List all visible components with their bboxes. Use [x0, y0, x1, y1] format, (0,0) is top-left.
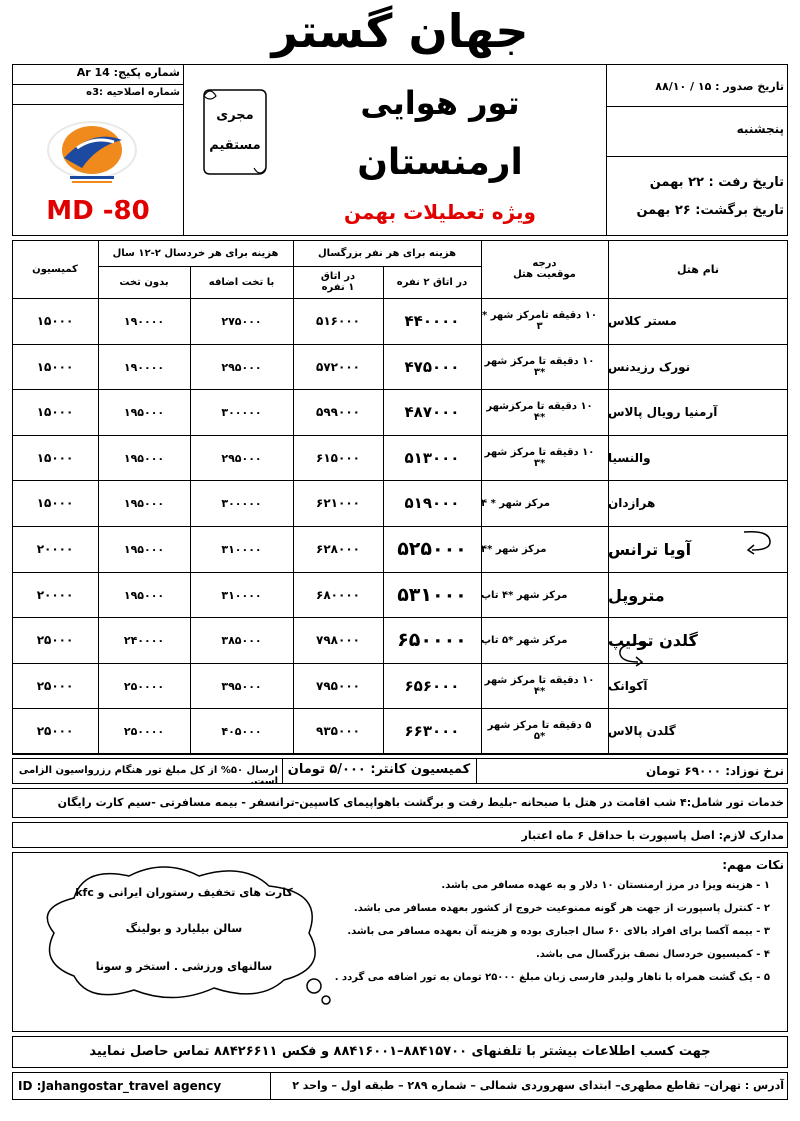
- cell-comm: ۱۵۰۰۰: [36, 451, 74, 465]
- cell-nobed: ۱۹۵۰۰۰: [123, 588, 165, 602]
- cloud-line2: سالن بیلیارد و بولینگ: [125, 922, 243, 935]
- col-double-room: در اتاق ۲ نفره: [396, 276, 468, 288]
- cell-nobed: ۱۹۵۰۰۰: [123, 405, 165, 419]
- cell-hotel: نورک رزیدنس: [608, 360, 691, 374]
- cell-extra: ۳۰۰۰۰۰: [221, 496, 262, 510]
- note-item: ۵ - یک گشت همراه با ناهار ولیدر فارسی زبان مبلغ ۲۵۰۰۰ تومان به تور اضافه می گردد .: [334, 972, 770, 983]
- cell-comm: ۱۵۰۰۰: [36, 360, 74, 374]
- cell-grade: مرکز شهر *۴: [481, 543, 547, 555]
- cell-hotel: گلدن تولیپ: [608, 630, 698, 650]
- cell-grade: مرکز شهر *۴ تاپ: [481, 589, 568, 601]
- cell-nobed: ۱۹۵۰۰۰: [123, 542, 165, 556]
- cell-double: ۴۷۵۰۰۰: [404, 358, 460, 376]
- cell-nobed: ۱۹۵۰۰۰: [123, 496, 165, 510]
- note-item: ۳ - بیمه آکسا برای افراد بالای ۶۰ سال اجباری بوده و هزینه آن بعهده مسافر می باشد.: [347, 926, 770, 937]
- cell-nobed: ۱۹۵۰۰۰: [123, 451, 165, 465]
- cell-grade: ۱۰ دقیقه تا مرکز شهر *۴: [484, 675, 595, 697]
- col-hotel-name: نام هتل: [676, 262, 720, 276]
- cell-extra: ۳۹۵۰۰۰: [221, 679, 262, 693]
- cell-hotel: گلدن پالاس: [608, 724, 676, 738]
- tour-services: خدمات تور شامل:۴ شب اقامت در هتل با صبحانه -بلیط رفت و برگشت باهواپیمای کاسپین-ترانسفر - بیمه مسافرتی -سیم کارت رایگان: [57, 796, 784, 809]
- cell-double: ۶۵۰۰۰۰: [397, 629, 467, 651]
- cell-single: ۶۸۰۰۰۰: [316, 588, 360, 602]
- cell-extra: ۳۱۰۰۰۰: [221, 588, 262, 602]
- cell-double: ۴۴۰۰۰۰: [404, 312, 460, 330]
- cell-double: ۶۶۳۰۰۰: [404, 722, 460, 740]
- col-single-room: در اتاق ۱ نفره: [320, 271, 356, 293]
- cell-single: ۶۲۸۰۰۰: [316, 542, 360, 556]
- note-item: ۱ - هزینه ویزا در مرز ارمنستان ۱۰ دلار و به عهده مسافر می باشد.: [441, 880, 770, 891]
- cell-single: ۹۳۵۰۰۰: [316, 724, 360, 738]
- cell-hotel: متروپل: [608, 585, 665, 605]
- address: آدرس : تهران– تقاطع مطهری– ابتدای سهروردی شمالی – شماره ۲۸۹ – طبقه اول – واحد ۲: [292, 1079, 784, 1092]
- special-title: ویژه تعطیلات بهمن: [344, 200, 536, 224]
- cell-extra: ۲۹۵۰۰۰: [221, 451, 262, 465]
- cell-grade: ۵ دقیقه تا مرکز شهر *۵: [487, 720, 592, 742]
- cloud-line3: سالنهای ورزشی . استخر و سونا: [95, 960, 273, 973]
- notes-title: نکات مهم:: [722, 858, 784, 872]
- col-grade: درجه موقعیت هتل: [513, 258, 576, 280]
- caspian-logo: [42, 118, 142, 188]
- return-date: تاریخ برگشت: ۲۶ بهمن: [636, 203, 784, 218]
- tour-title: تور هوایی: [360, 84, 520, 122]
- package-number: شماره پکیج: Ar 14: [76, 66, 180, 79]
- col-extra-bed: با تخت اضافه: [208, 276, 275, 288]
- infant-price: نرخ نوزاد: ۶۹۰۰۰ تومان: [646, 764, 784, 778]
- cell-single: ۶۱۵۰۰۰: [316, 451, 360, 465]
- cell-hotel: آویا ترانس: [608, 539, 692, 559]
- cell-single: ۷۹۸۰۰۰: [316, 633, 360, 647]
- deposit-note: ارسال ۵۰% از کل مبلغ تور هنگام رزرواسیون الزامی است.: [18, 765, 278, 787]
- cell-grade: ۱۰ دقیقه تا مرکز شهر *۳: [484, 356, 595, 378]
- cell-extra: ۲۷۵۰۰۰: [221, 314, 262, 328]
- cell-hotel: مستر کلاس: [608, 314, 677, 328]
- cell-comm: ۲۰۰۰۰: [36, 542, 74, 556]
- cell-nobed: ۲۴۰۰۰۰: [123, 633, 165, 647]
- cell-extra: ۳۱۰۰۰۰: [221, 542, 262, 556]
- destination-title: ارمنستان: [357, 142, 523, 183]
- cell-single: ۶۲۱۰۰۰: [316, 496, 360, 510]
- cell-extra: ۳۰۰۰۰۰: [221, 405, 262, 419]
- scroll-graphic: [200, 84, 270, 180]
- cell-hotel: آرمنیا رویال پالاس: [608, 405, 718, 419]
- cell-nobed: ۲۵۰۰۰۰: [123, 679, 165, 693]
- cell-comm: ۲۵۰۰۰: [36, 679, 74, 693]
- md-code: MD -80: [46, 196, 150, 226]
- cell-grade: ۱۰ دقیقه تا مرکزشهر *۴: [486, 401, 593, 423]
- contact-info: جهت کسب اطلاعات بیشتر با تلفنهای ۸۸۴۱۵۷۰۰–۸۸۴۱۶۰۰۱ و فکس ۸۸۴۲۶۶۱۱ تماس حاصل نمایید: [89, 1044, 711, 1059]
- curved-arrow-icon: [612, 640, 652, 668]
- agency-id: ID :Jahangostar_travel agency: [18, 1079, 222, 1093]
- cell-double: ۵۳۱۰۰۰: [397, 584, 467, 606]
- cell-comm: ۱۵۰۰۰: [36, 314, 74, 328]
- cell-double: ۴۸۷۰۰۰: [404, 403, 460, 421]
- curved-arrow-icon: [740, 528, 780, 556]
- cell-double: ۵۱۹۰۰۰: [404, 494, 460, 512]
- cell-grade: ۱۰ دقیقه تا مرکز شهر *۳: [484, 447, 595, 469]
- cell-nobed: ۱۹۰۰۰۰: [123, 314, 165, 328]
- cell-comm: ۲۵۰۰۰: [36, 724, 74, 738]
- cell-extra: ۳۸۵۰۰۰: [221, 633, 262, 647]
- weekday: پنجشنبه: [736, 122, 784, 136]
- brand-title: جهان گستر: [271, 4, 529, 58]
- cell-grade: مرکز شهر * ۴: [481, 497, 550, 509]
- scroll-icon: [200, 84, 270, 180]
- cell-double: ۵۲۵۰۰۰: [397, 538, 467, 560]
- cell-double: ۵۱۳۰۰۰: [404, 449, 460, 467]
- cell-single: ۵۷۲۰۰۰: [316, 360, 360, 374]
- col-no-bed: بدون تخت: [119, 276, 169, 288]
- depart-date: تاریخ رفت : ۲۲ بهمن: [649, 175, 784, 190]
- cell-nobed: ۲۵۰۰۰۰: [123, 724, 165, 738]
- col-child-cost: هزینه برای هر خردسال ۲-۱۲ سال: [112, 247, 279, 259]
- issue-date: تاریخ صدور : ۱۵ / ۸۸/۱۰: [655, 80, 784, 93]
- col-commission: کمیسیون: [32, 263, 78, 275]
- col-adult-cost: هزینه برای هر نفر بزرگسال: [317, 247, 457, 259]
- counter-commission: کمیسیون کانتر: ۵/۰۰۰ تومان: [287, 762, 471, 777]
- scroll-line1: مجری: [216, 108, 254, 123]
- cell-hotel: آکوانک: [608, 679, 648, 693]
- cell-grade: مرکز شهر *۵ تاپ: [481, 634, 568, 646]
- cell-hotel: والنسیا: [608, 451, 651, 465]
- cell-single: ۷۹۵۰۰۰: [316, 679, 360, 693]
- required-documents: مدارک لازم: اصل پاسپورت با حداقل ۶ ماه اعتبار: [521, 829, 784, 842]
- cell-nobed: ۱۹۰۰۰۰: [123, 360, 165, 374]
- scroll-line2: مستقیم: [209, 138, 261, 153]
- cell-comm: ۲۰۰۰۰: [36, 588, 74, 602]
- revision-number: شماره اصلاحیه :3ه: [86, 87, 180, 98]
- note-item: ۴ - کمیسیون خردسال نصف بزرگسال می باشد.: [535, 949, 770, 960]
- cell-comm: ۱۵۰۰۰: [36, 496, 74, 510]
- cell-extra: ۴۰۵۰۰۰: [221, 724, 262, 738]
- cell-double: ۶۵۶۰۰۰: [404, 677, 460, 695]
- caspian-logo-icon: [42, 118, 142, 188]
- cell-hotel: هرازدان: [608, 496, 656, 510]
- cell-grade: ۱۰ دقیقه تامرکز شهر * ۳: [481, 310, 597, 332]
- cell-single: ۵۱۶۰۰۰: [316, 314, 360, 328]
- cell-extra: ۲۹۵۰۰۰: [221, 360, 262, 374]
- cloud-line1: کارت های تخفیف رستوران ایرانی و kfc: [75, 886, 293, 899]
- cell-comm: ۱۵۰۰۰: [36, 405, 74, 419]
- cell-single: ۵۹۹۰۰۰: [316, 405, 360, 419]
- cell-comm: ۲۵۰۰۰: [36, 633, 74, 647]
- note-item: ۲ - کنترل پاسپورت از جهت هر گونه ممنوعیت خروج از کشور بعهده مسافر می باشد.: [353, 903, 770, 914]
